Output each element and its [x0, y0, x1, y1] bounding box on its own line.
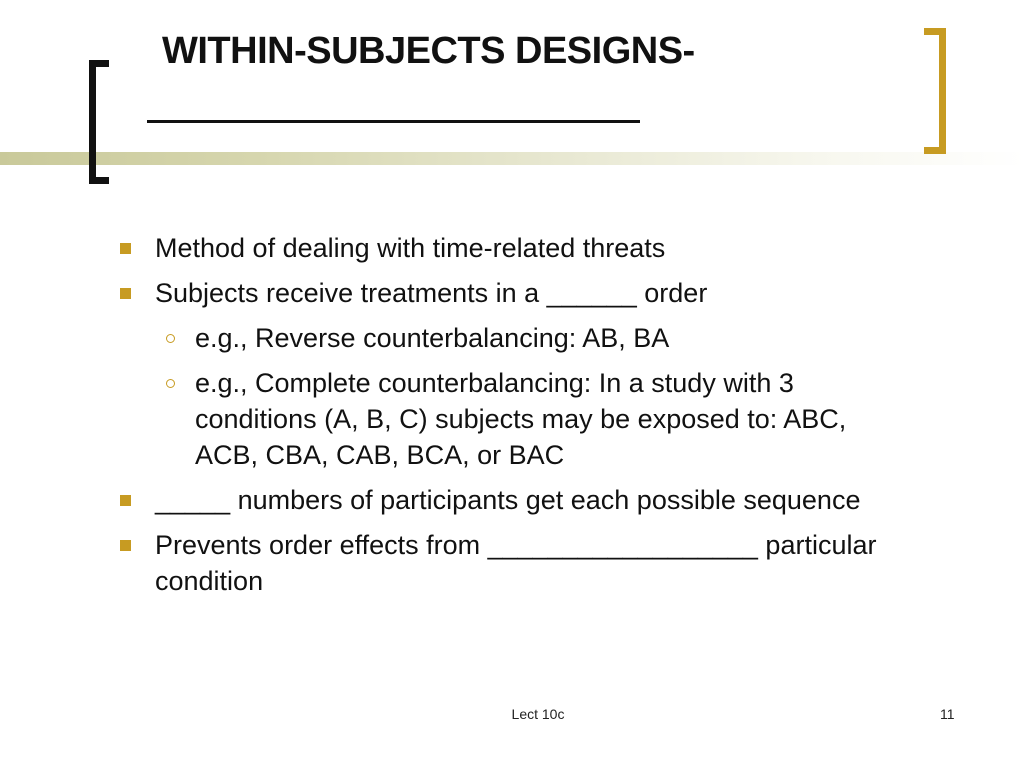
sub-bullet-item [118, 365, 908, 473]
title-underline-gradient [0, 152, 1024, 165]
bullet-text: Method of dealing with time-related threats [155, 233, 666, 263]
square-bullet-icon [120, 288, 131, 299]
footer-label: Lect 10c [511, 706, 565, 722]
bullet-text: Subjects receive treatments in a ______ order [155, 278, 708, 308]
square-bullet-icon [120, 495, 131, 506]
title-blank-line [147, 120, 640, 123]
bullet-item [118, 482, 908, 518]
sub-bullet-text: e.g., Complete counterbalancing: In a study with 3 conditions (A, B, C) subjects may be exposed to: ABC, ACB, CBA, CAB, BCA, or BAC [195, 368, 847, 470]
slide-body [118, 230, 908, 608]
left-bracket-decoration [89, 60, 109, 184]
bullet-text: Prevents order effects from __________________ particular condition [155, 530, 877, 596]
sub-bullet-item [118, 320, 908, 356]
ring-bullet-icon [166, 379, 175, 388]
slide-title: WITHIN-SUBJECTS DESIGNS- [162, 30, 695, 72]
bullet-item [118, 527, 908, 599]
sub-bullet-text: e.g., Reverse counterbalancing: AB, BA [195, 323, 670, 353]
page-number: 11 [940, 706, 955, 722]
bullet-item [118, 275, 908, 311]
right-bracket-decoration [924, 28, 946, 154]
bullet-item [118, 230, 908, 266]
ring-bullet-icon [166, 334, 175, 343]
square-bullet-icon [120, 243, 131, 254]
square-bullet-icon [120, 540, 131, 551]
bullet-text: _____ numbers of participants get each possible sequence [155, 485, 861, 515]
